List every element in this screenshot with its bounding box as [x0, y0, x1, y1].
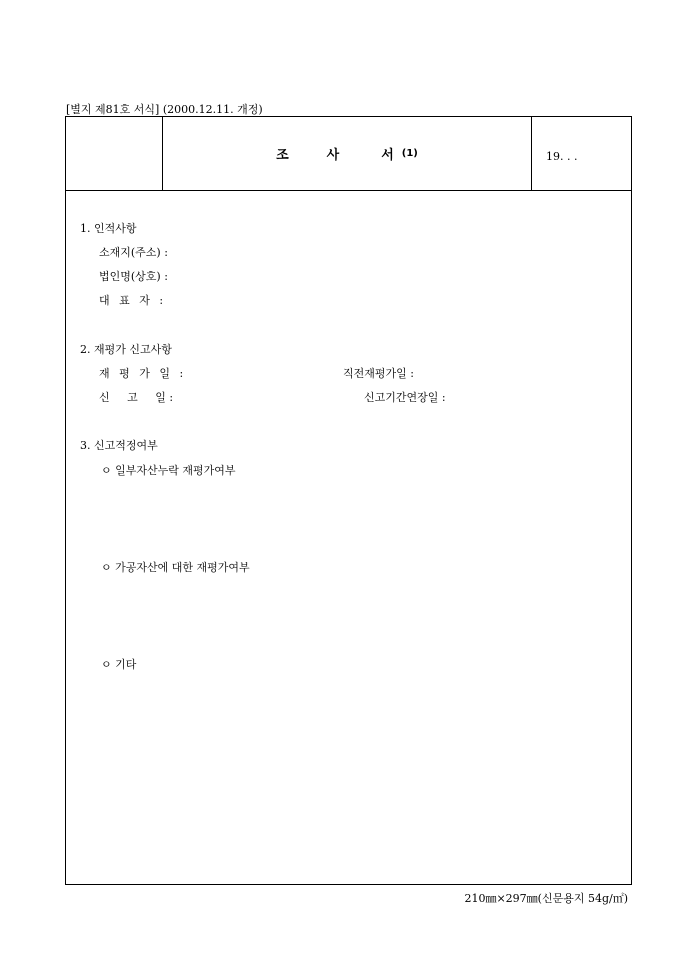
title-number: (1): [401, 148, 418, 159]
section3-heading: 3. 신고적정여부: [80, 439, 158, 452]
survey-form: [65, 116, 632, 885]
section1-heading: 1. 인적사항: [80, 222, 137, 235]
field-previous-revaluation-date[interactable]: 직전재평가일 :: [343, 367, 414, 380]
form-title: [163, 117, 531, 190]
title-char-2: 사: [326, 148, 340, 163]
field-filing-extension-date[interactable]: 신고기간연장일 :: [364, 391, 446, 404]
field-company-name[interactable]: 법인명(상호) :: [99, 270, 168, 283]
header-divider-right: [531, 117, 532, 190]
date-field[interactable]: 19. . .: [546, 150, 578, 163]
title-char-3: 서: [381, 148, 394, 163]
section2-heading: 2. 재평가 신고사항: [80, 343, 172, 356]
title-char-1: 조: [276, 148, 289, 163]
item-fictitious-assets: ㅇ 가공자산에 대한 재평가여부: [101, 561, 250, 574]
form-number-label: [별지 제81호 서식] (2000.12.11. 개정): [66, 103, 263, 116]
item-other: ㅇ 기타: [101, 658, 137, 671]
form-header: [66, 117, 631, 191]
paper-size-note: 210㎜×297㎜(신문용지 54g/㎡): [464, 892, 628, 905]
field-filing-date[interactable]: 신 고 일 :: [99, 391, 174, 404]
field-address[interactable]: 소재지(주소) :: [99, 246, 168, 259]
field-revaluation-date[interactable]: 재 평 가 일 :: [99, 367, 184, 380]
item-omitted-assets: ㅇ 일부자산누락 재평가여부: [101, 464, 236, 477]
field-representative[interactable]: 대 표 자 :: [99, 294, 164, 307]
